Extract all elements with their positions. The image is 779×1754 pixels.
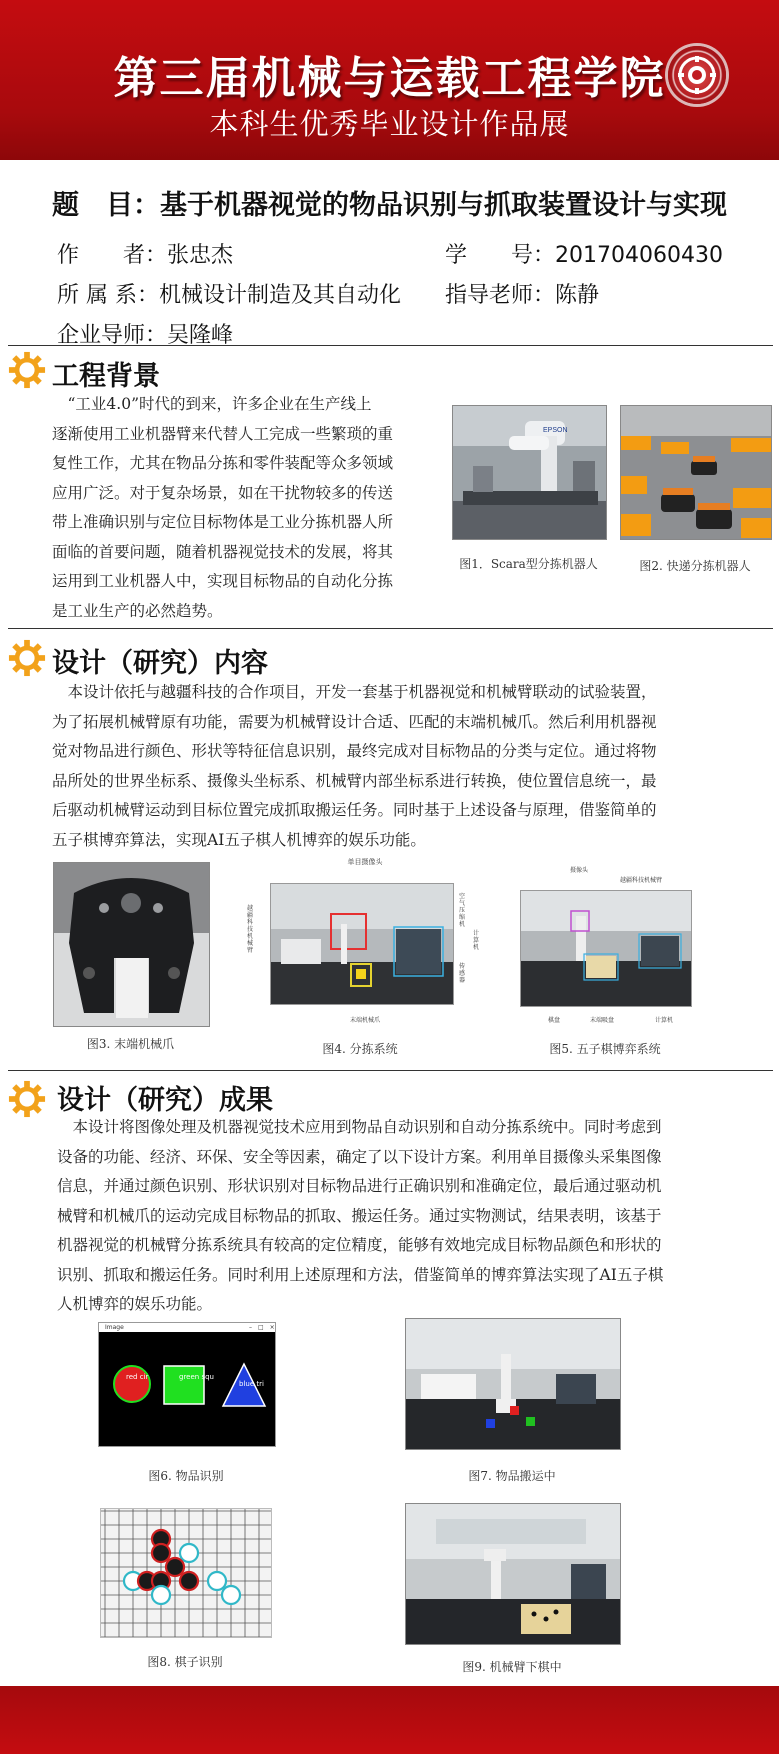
- advisor-row: [445, 278, 599, 309]
- black-piece: [166, 1558, 184, 1576]
- figure-caption: 图8. 棋子识别: [147, 1655, 223, 1669]
- figure-gomoku-system: [510, 865, 700, 1030]
- annotation-label: 越疆科技机械臂: [620, 877, 663, 884]
- text-line: 面临的首要问题，随着机器视觉技术的发展，将其: [52, 542, 394, 561]
- detection-label: blue tri: [239, 1380, 264, 1388]
- annotation-label: 计算机: [655, 1017, 674, 1024]
- text-line: 识别、抓取和搬运任务。同时利用上述原理和方法，借鉴简单的博弈算法实现了AI五子棋: [57, 1265, 664, 1284]
- window-titlebar: [99, 1323, 275, 1332]
- annotation-label: 越疆科技机械臂: [247, 905, 254, 954]
- college-logo-icon: [668, 46, 726, 104]
- annotation-label: 摄像头: [570, 867, 589, 874]
- header-subtitle: 本科生优秀毕业设计作品展: [209, 107, 570, 141]
- figure-caption: 图1．Scara型分拣机器人: [459, 557, 598, 571]
- text-line: 品所处的世界坐标系、摄像头坐标系、机械臂内部坐标系进行转换，使位置信息统一，最: [52, 771, 657, 790]
- figure-robot-playing-image: [405, 1503, 621, 1645]
- text-line: 运用到工业机器人中，实现目标物品的自动化分拣: [52, 572, 394, 590]
- figure-scara-robot-image: [452, 405, 607, 540]
- annotation-label: 计算机: [473, 930, 480, 951]
- department-label: 所 属 系：: [57, 283, 159, 308]
- detection-label: green squ: [179, 1373, 214, 1381]
- divider: [8, 628, 773, 629]
- corporate-advisor-label: 企业导师：: [57, 323, 168, 348]
- annotation-label: 空气压缩机: [459, 893, 466, 928]
- detection-label: red cir: [126, 1373, 149, 1381]
- text-line: 设备的功能、经济、环保、安全等因素，确定了以下设计方案。利用单目摄像头采集图像: [57, 1147, 662, 1166]
- figure-delivery-robot-image: [620, 405, 772, 540]
- sorting-system-image: [270, 883, 454, 1005]
- advisor-label: 指导老师：: [445, 283, 556, 308]
- white-piece: [180, 1544, 198, 1562]
- epson-brand-label: EPSON: [543, 427, 568, 434]
- divider: [8, 1070, 773, 1071]
- white-piece: [222, 1586, 240, 1604]
- student-id-label: 学 号：: [445, 243, 556, 268]
- figure-sorting-system: [245, 855, 480, 1030]
- black-piece: [152, 1544, 170, 1562]
- figure-caption: 图7. 物品搬运中: [468, 1469, 556, 1483]
- corporate-advisor-value: 吴隆峰: [167, 323, 234, 348]
- text-line: 本设计将图像处理及机器视觉技术应用到物品自动识别和自动分拣系统中。同时考虑到: [57, 1118, 662, 1136]
- divider: [8, 345, 773, 346]
- author-row: [57, 238, 233, 269]
- text-line: 应用广泛。对于复杂场景，如在干扰物较多的传送: [52, 483, 394, 502]
- content-text: [52, 678, 752, 855]
- annotation-label: 棋盘: [548, 1017, 561, 1024]
- text-line: 是工业生产的必然趋势。: [52, 601, 223, 620]
- department-row: [57, 278, 401, 309]
- figure-caption: 图4. 分拣系统: [322, 1042, 398, 1056]
- section-heading-content: 设计（研究）内容: [52, 648, 268, 679]
- text-line: 为了拓展机械臂原有功能，需要为机械臂设计合适、匹配的末端机械爪。然后利用机器视: [52, 712, 657, 731]
- text-line: 信息，并通过颜色识别、形状识别对目标物品进行正确识别和准确定位，最后通过驱动机: [57, 1177, 662, 1195]
- text-line: 五子棋博弈算法，实现AI五子棋人机博弈的娱乐功能。: [52, 830, 426, 849]
- text-line: 人机博弈的娱乐功能。: [57, 1295, 213, 1313]
- text-line: 机器视觉的机械臂分拣系统具有较高的定位精度，能够有效地完成目标物品颜色和形状的: [57, 1236, 662, 1254]
- section-heading-background: 工程背景: [52, 361, 160, 392]
- author-label: 作 者：: [57, 243, 168, 268]
- white-piece: [152, 1586, 170, 1604]
- annotation-label: 传感器: [459, 963, 466, 984]
- figure-gripper-image: [53, 862, 210, 1027]
- window-title: Image: [105, 1324, 124, 1331]
- text-line: 后驱动机械臂运动到目标位置完成抓取搬运任务。同时基于上述设备与原理，借鉴简单的: [52, 801, 657, 819]
- text-line: 带上准确识别与定位目标物体是工业分拣机器人所: [52, 513, 394, 531]
- gear-icon: [8, 639, 46, 677]
- student-id-value: 201704060430: [555, 243, 723, 268]
- footer-banner: [0, 1686, 779, 1754]
- figure-piece-recognition-image: [100, 1508, 272, 1638]
- gear-icon: [8, 351, 46, 389]
- text-line: 逐渐使用工业机器臂来代替人工完成一些繁琐的重: [52, 424, 394, 443]
- black-piece: [180, 1572, 198, 1590]
- figure-object-moving-image: [405, 1318, 621, 1450]
- annotation-label: 末端机械爪: [349, 1017, 380, 1024]
- white-piece: [208, 1572, 226, 1590]
- figure-caption: 图9. 机械臂下棋中: [462, 1660, 562, 1674]
- title-value: 基于机器视觉的物品识别与抓取装置设计与实现: [160, 190, 727, 221]
- text-line: 觉对物品进行颜色、形状等特征信息识别，最终完成对目标物品的分类与定位。通过将物: [52, 742, 657, 760]
- figure-caption: 图2. 快递分拣机器人: [639, 559, 751, 573]
- gear-icon: [8, 1080, 46, 1118]
- annotation-label: 单目摄像头: [347, 858, 383, 866]
- gomoku-system-image: [520, 890, 692, 1007]
- text-line: “工业4.0”时代的到来，许多企业在生产线上: [52, 395, 372, 413]
- background-text: [52, 390, 424, 626]
- figure-object-recognition-window: [98, 1322, 276, 1447]
- project-title: [52, 183, 727, 222]
- section-heading-results: 设计（研究）成果: [57, 1085, 273, 1116]
- advisor-value: 陈静: [555, 283, 600, 308]
- figure-caption: 图5. 五子棋博弈系统: [549, 1042, 661, 1056]
- figure-caption: 图6. 物品识别: [148, 1469, 224, 1483]
- text-line: 械臂和机械爪的运动完成目标物品的抓取、搬运任务。通过实物测试，结果表明，该基于: [57, 1206, 662, 1225]
- results-text: [57, 1113, 757, 1320]
- header-title: 第三届机械与运载工程学院: [113, 53, 666, 104]
- student-id-row: [445, 238, 723, 269]
- title-label: 题 目：: [52, 190, 160, 221]
- text-line: 复性工作，尤其在物品分拣和零件装配等众多领域: [52, 454, 394, 472]
- window-controls-icon: – □ ×: [249, 1324, 275, 1331]
- figure-caption: 图3. 末端机械爪: [86, 1037, 175, 1051]
- department-value: 机械设计制造及其自动化: [159, 283, 402, 308]
- author-value: 张忠杰: [167, 243, 234, 268]
- annotation-label: 末端吸盘: [590, 1017, 615, 1024]
- text-line: 本设计依托与越疆科技的合作项目，开发一套基于机器视觉和机械臂联动的试验装置，: [52, 683, 657, 701]
